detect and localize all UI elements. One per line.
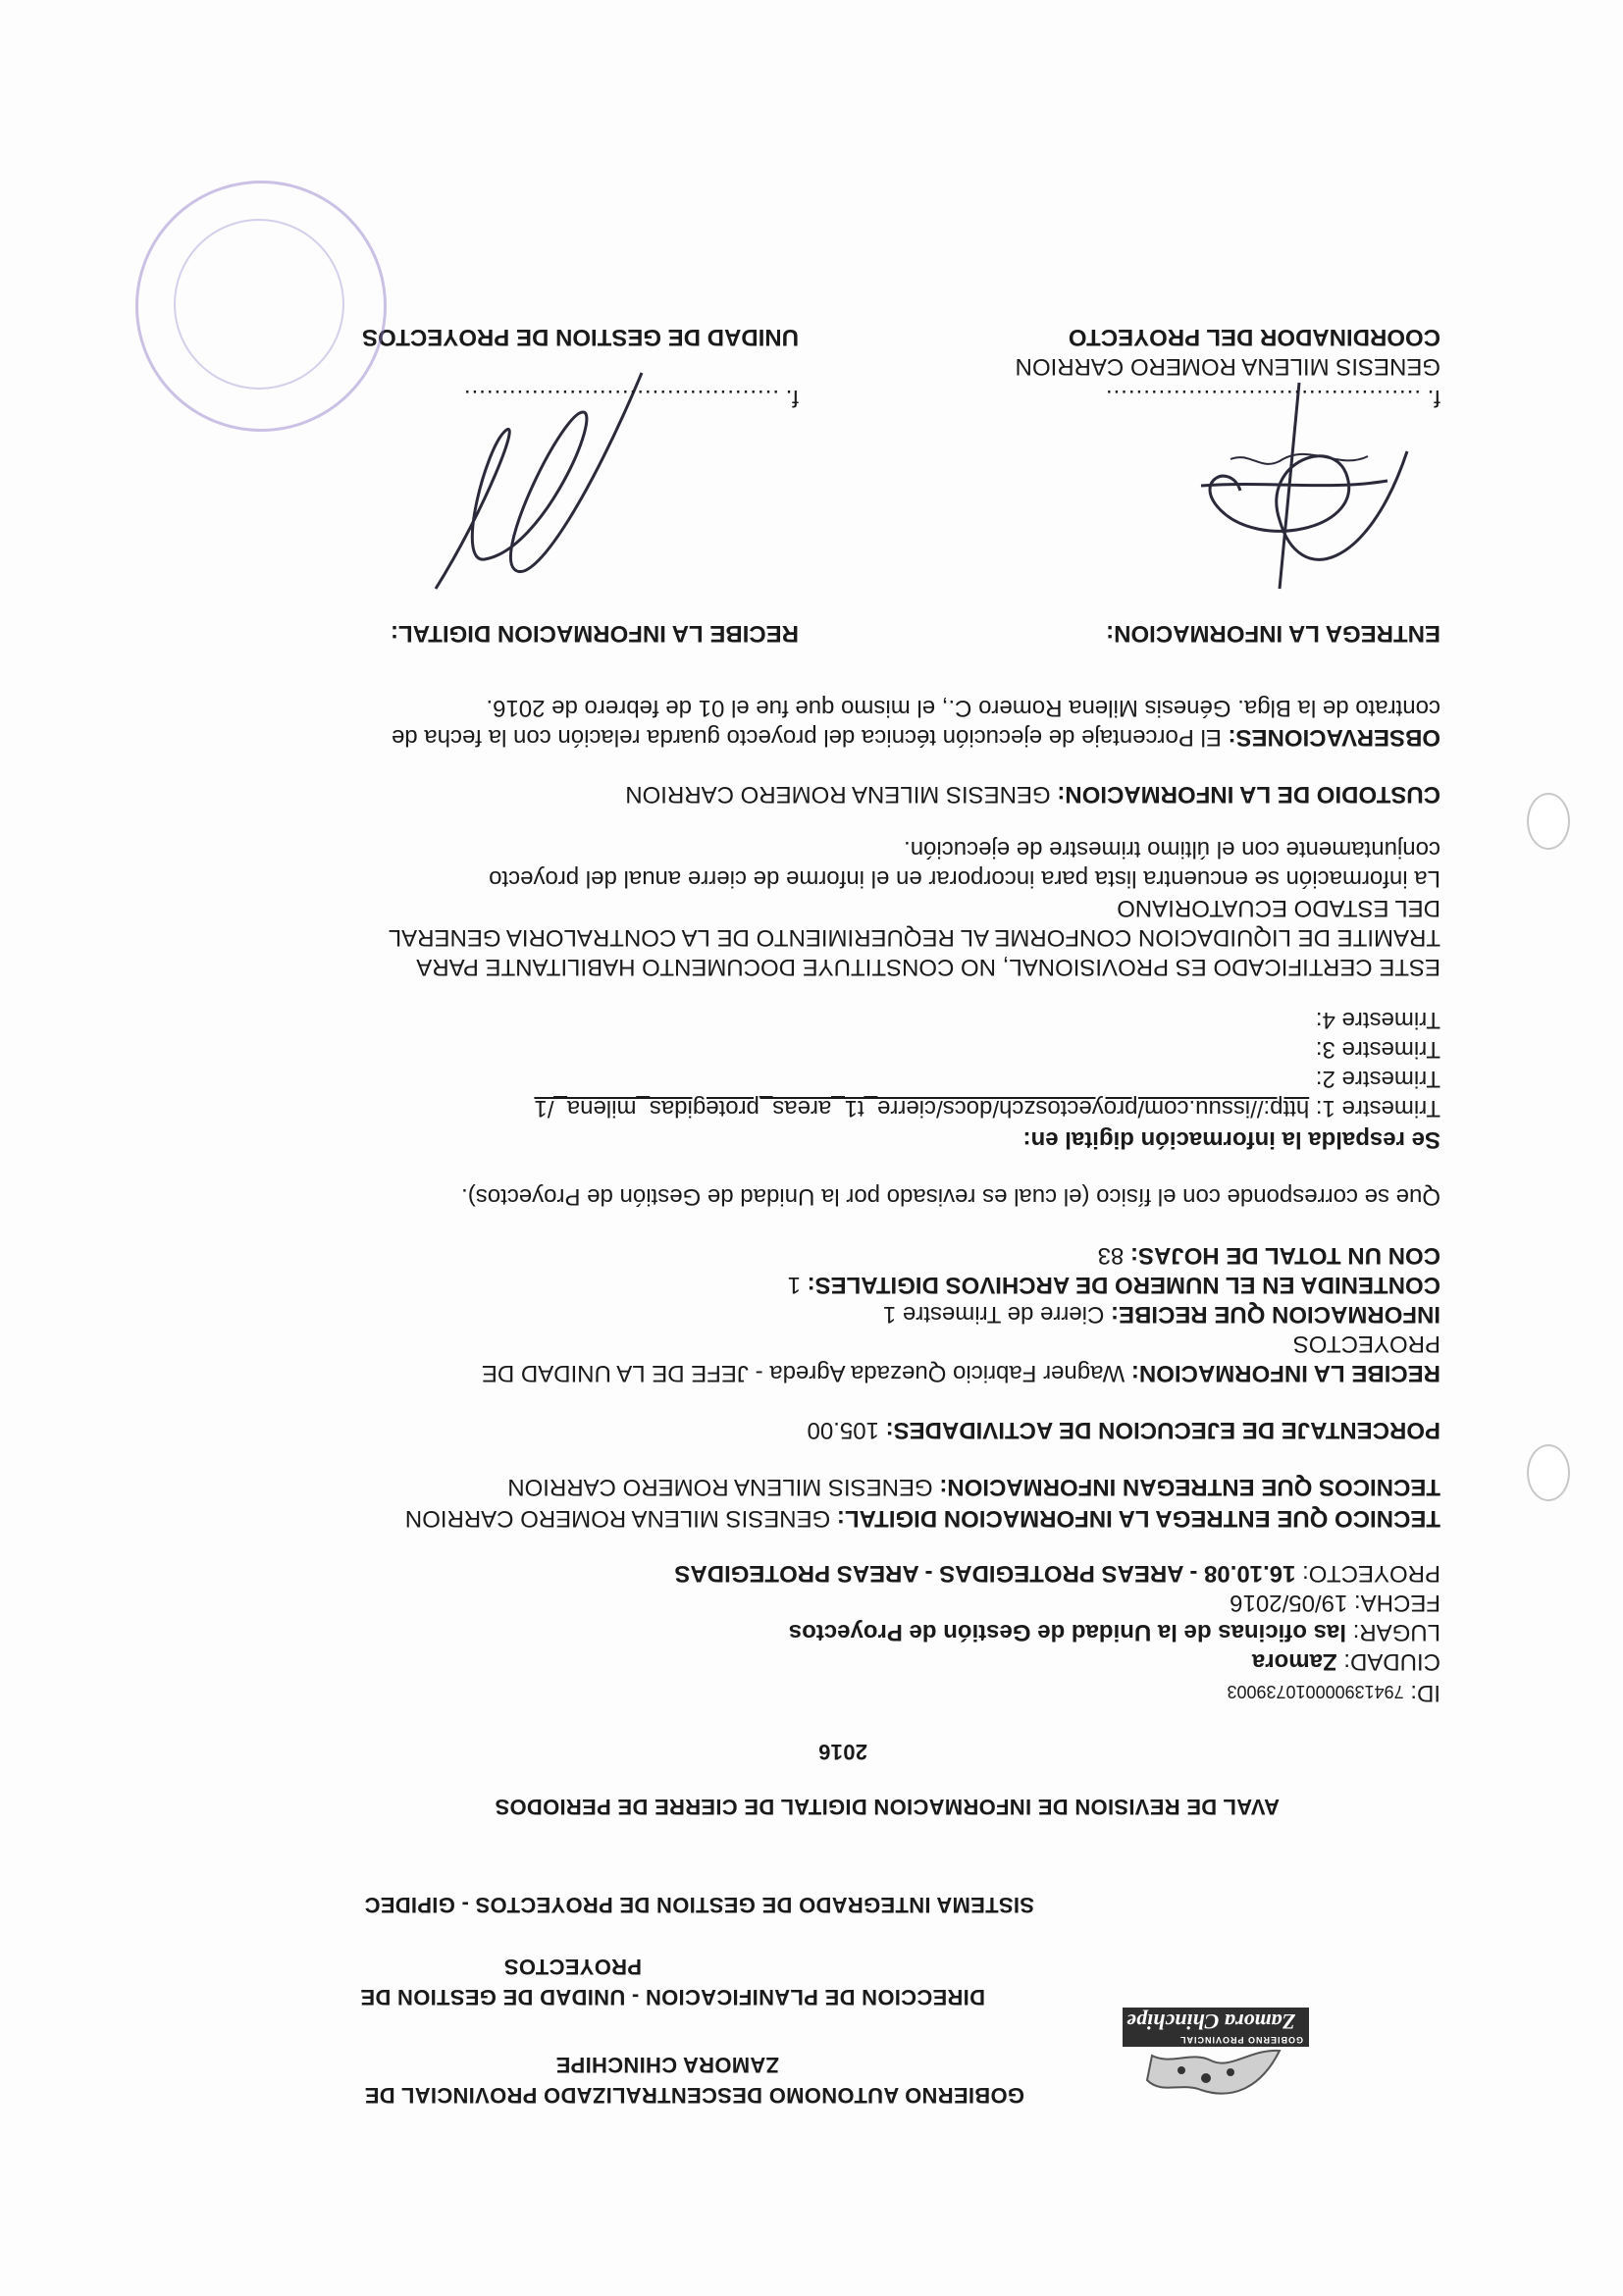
entrega-f-label: f. bbox=[1427, 385, 1440, 411]
logo-small-text: GOBIERNO PROVINCIAL bbox=[1178, 2035, 1303, 2045]
recibe-f-label: f. bbox=[785, 385, 799, 411]
trimestre3-label: Trimestre 3: bbox=[1315, 1036, 1440, 1063]
entrega-signature-line bbox=[1105, 383, 1440, 412]
id-value: 794139000010739003 bbox=[1227, 1682, 1404, 1701]
id-row bbox=[1227, 1677, 1440, 1707]
dept-name-line1: DIRECCION DE PLANIFICACION - UNIDAD DE GESTION DE bbox=[360, 1985, 985, 2009]
recibe-dots: .......................................... bbox=[462, 385, 779, 411]
trimestre2-label: Trimestre 2: bbox=[1315, 1066, 1440, 1092]
proyecto-row bbox=[674, 1558, 1440, 1588]
porcentaje-value: 105.00 bbox=[807, 1417, 879, 1443]
org-name-line1: GOBIERNO AUTONOMO DESCENTRALIZADO PROVINCIAL DE bbox=[364, 2083, 1024, 2108]
hojas-label: CON UN TOTAL DE HOJAS: bbox=[1129, 1242, 1440, 1269]
porcentaje-row bbox=[808, 1415, 1440, 1444]
custodio-row bbox=[625, 779, 1440, 809]
observaciones-label: OBSERVACIONES: bbox=[1228, 724, 1440, 751]
lugar-row bbox=[789, 1617, 1440, 1646]
entrega-dots: .......................................... bbox=[1104, 385, 1421, 411]
ciudad-label: CIUDAD: bbox=[1343, 1648, 1440, 1675]
tecnico-value: GENESIS MILENA ROMERO CARRION bbox=[404, 1505, 831, 1532]
custodio-value: GENESIS MILENA ROMERO CARRION bbox=[625, 781, 1051, 808]
tecnico-label: TECNICO QUE ENTREGA LA INFORMACION DIGITAL: bbox=[836, 1505, 1440, 1532]
observaciones-line2: contrato de la Blga. Génesis Milena Romero C., el mismo que fue el 01 de febrero de 2016. bbox=[486, 695, 1440, 721]
logo-band bbox=[1123, 2008, 1309, 2047]
punch-hole-2 bbox=[1527, 793, 1570, 850]
lista-line1: La información se encuentra lista para incorporar en el informe de cierre anual del proyecto bbox=[489, 865, 1440, 892]
tecnico-row bbox=[405, 1503, 1440, 1533]
proyecto-value: 16.10.08 - AREAS PROTEGIDAS - AREAS PROTEGIDAS bbox=[674, 1560, 1296, 1587]
provincial-logo bbox=[1123, 2002, 1309, 2110]
cert-line1: ESTE CERTIFICADO ES PROVISIONAL, NO CONSTITUYE DOCUMENTO HABILITANTE PARA bbox=[416, 954, 1440, 980]
official-stamp bbox=[135, 181, 387, 432]
ciudad-row bbox=[1252, 1646, 1440, 1676]
ciudad-value: Zamora bbox=[1251, 1648, 1337, 1675]
org-name-line2: ZAMORA CHINCHIPE bbox=[555, 2053, 779, 2077]
stamp-inner-ring bbox=[174, 219, 344, 390]
tecnicos-row bbox=[507, 1472, 1440, 1501]
archivos-row bbox=[788, 1270, 1440, 1299]
recibe-value-line2: PROYECTOS bbox=[1292, 1331, 1440, 1357]
punch-hole-1 bbox=[1527, 1444, 1570, 1501]
trimestre1-link[interactable]: http://issuu.com/proyectoszch/docs/cierre_t1_areas_protegidas_milena_/1 bbox=[534, 1095, 1310, 1122]
fecha-row bbox=[1230, 1588, 1440, 1617]
jaguar-emblem-icon bbox=[1142, 2045, 1289, 2110]
entrega-name: GENESIS MILENA ROMERO CARRION bbox=[1015, 353, 1440, 380]
recibe-value-line1: Wagner Fabricio Quezada Agreda - JEFE DE LA UNIDAD DE bbox=[481, 1360, 1126, 1386]
porcentaje-label: PORCENTAJE DE EJECUCION DE ACTIVIDADES: bbox=[885, 1417, 1440, 1443]
system-name: SISTEMA INTEGRADO DE GESTION DE PROYECTOS - GIPIDEC bbox=[364, 1893, 1034, 1917]
observaciones-row bbox=[392, 722, 1440, 752]
lugar-label: LUGAR: bbox=[1352, 1619, 1440, 1645]
trimestre4-label: Trimestre 4: bbox=[1315, 1007, 1440, 1033]
recibe-signature-line bbox=[463, 383, 799, 412]
recibe-signature-icon bbox=[387, 334, 681, 628]
id-label: ID: bbox=[1410, 1680, 1440, 1706]
fecha-label: FECHA: bbox=[1353, 1590, 1440, 1616]
hojas-row bbox=[1098, 1240, 1440, 1270]
recibe-digital-title: RECIBE LA INFORMACION DIGITAL: bbox=[391, 620, 799, 647]
corresponde-text: Que se corresponde con el físico (el cual es revisado por la Unidad de Gestión de Proyectos). bbox=[461, 1183, 1440, 1210]
entrega-title: ENTREGA LA INFORMACION: bbox=[1106, 620, 1440, 647]
trimestre1-label: Trimestre 1: bbox=[1315, 1095, 1440, 1122]
archivos-label: CONTENIDA EN EL NUMERO DE ARCHIVOS DIGITALES: bbox=[807, 1272, 1440, 1298]
info-row bbox=[883, 1299, 1440, 1329]
cert-line2: TRAMITE DE LIQUIDACION CONFORME AL REQUERIMIENTO DE LA CONTRALORIA GENERAL bbox=[388, 924, 1440, 951]
archivos-value: 1 bbox=[787, 1272, 801, 1298]
recibe-row bbox=[482, 1358, 1440, 1387]
lugar-value: las oficinas de la Unidad de Gestión de Proyectos bbox=[788, 1619, 1346, 1645]
recibe-label: RECIBE LA INFORMACION: bbox=[1130, 1360, 1440, 1386]
info-value: Cierre de Trimestre 1 bbox=[882, 1301, 1105, 1328]
info-label: INFORMACION QUE RECIBE: bbox=[1111, 1301, 1440, 1328]
logo-name-text: Zamora Chinchipe bbox=[1126, 2009, 1295, 2034]
proyecto-label: PROYECTO: bbox=[1302, 1560, 1440, 1587]
trimestre1-row bbox=[534, 1093, 1440, 1122]
tecnicos-value: GENESIS MILENA ROMERO CARRION bbox=[507, 1474, 933, 1500]
cert-line3: DEL ESTADO ECUATORIANO bbox=[1117, 895, 1440, 921]
lista-line2: conjuntamente con el último trimestre de ejecución. bbox=[904, 836, 1440, 862]
entrega-role: COORDINADOR DEL PROYECTO bbox=[1068, 324, 1440, 350]
hojas-value: 83 bbox=[1097, 1242, 1125, 1269]
dept-name-line2: PROYECTOS bbox=[503, 1955, 642, 1979]
document-title: AVAL DE REVISION DE INFORMACION DIGITAL DE CIERRE DE PERIODOS bbox=[495, 1795, 1280, 1819]
respaldo-title: Se respalda la información digital en: bbox=[1022, 1126, 1440, 1153]
tecnicos-label: TECNICOS QUE ENTREGAN INFORMACION: bbox=[939, 1474, 1440, 1500]
observaciones-line1: El Porcentaje de ejecución técnica del proyecto guarda relación con la fecha de bbox=[391, 724, 1222, 751]
custodio-label: CUSTODIO DE LA INFORMACION: bbox=[1057, 781, 1440, 808]
document-year: 2016 bbox=[817, 1740, 867, 1764]
recibe-role: UNIDAD DE GESTION DE PROYECTOS bbox=[362, 324, 799, 350]
fecha-value: 19/05/2016 bbox=[1230, 1590, 1348, 1616]
